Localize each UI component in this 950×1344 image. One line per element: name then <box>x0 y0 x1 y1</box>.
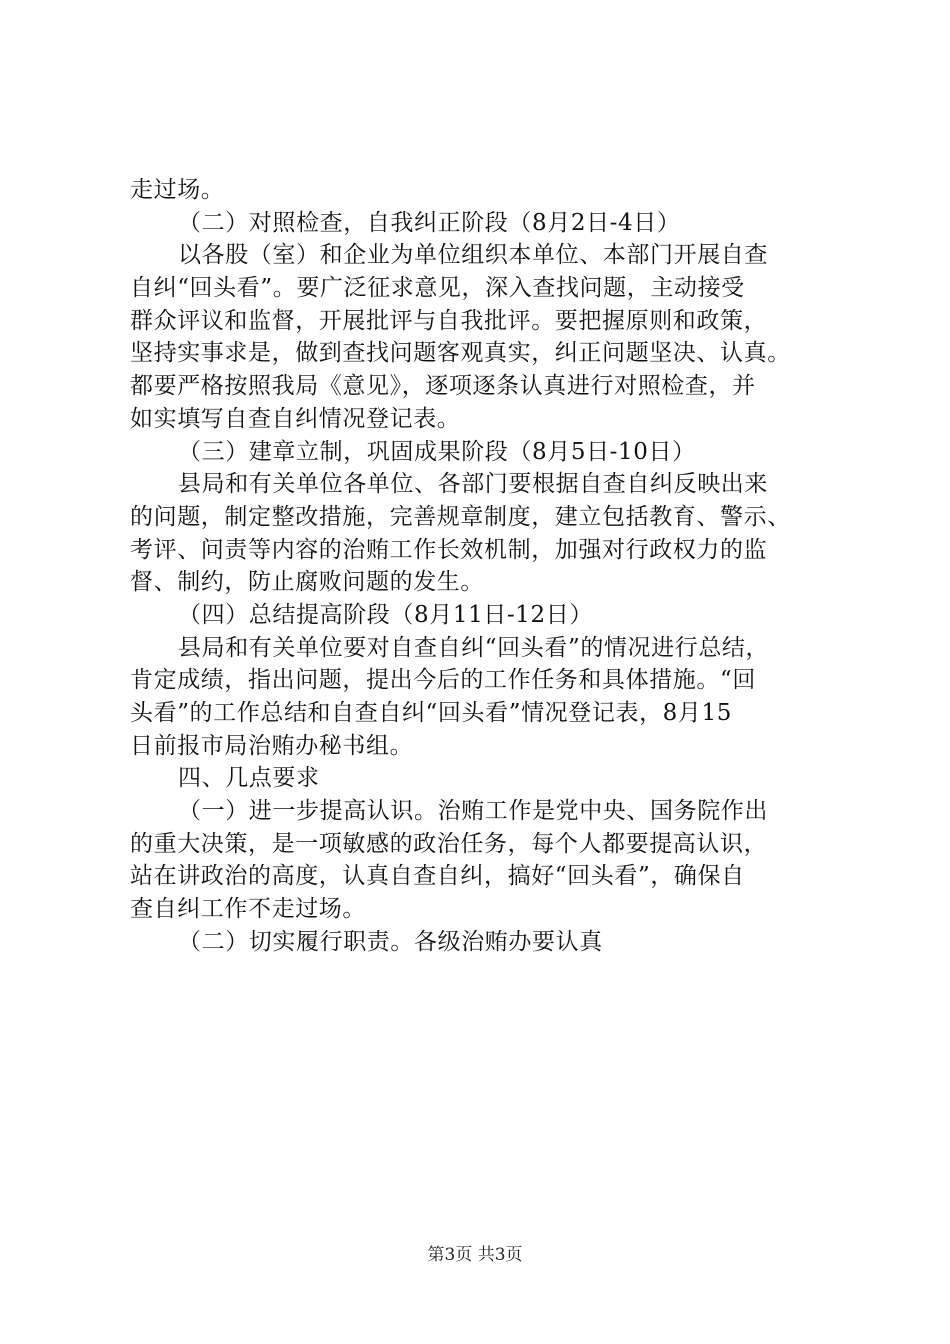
text-line: 群众评议和监督，开展批评与自我批评。要把握原则和政策， <box>130 307 768 334</box>
text-line: 县局和有关单位要对自查自纠“回头看”的情况进行总结， <box>178 634 770 661</box>
text-line: 如实填写自查自纠情况登记表。 <box>130 405 461 432</box>
text-line: 查自纠工作不走过场。 <box>130 896 366 923</box>
text-line: （一）进一步提高认识。治贿工作是党中央、国务院作出 <box>178 798 768 825</box>
text-line: 日前报市局治贿办秘书组。 <box>130 732 414 759</box>
document-body <box>130 174 835 959</box>
text-line: 走过场。 <box>130 177 225 203</box>
text-line: 站在讲政治的高度，认真自查自纠，搞好“回头看”，确保自 <box>130 863 745 890</box>
page-footer: 第3页 共3页 <box>427 1245 523 1265</box>
text-line: 的问题，制定整改措施，完善规章制度，建立包括教育、警示、 <box>130 503 791 530</box>
text-line: （三）建章立制，巩固成果阶段（8月5日-10日） <box>178 438 696 465</box>
text-line: 考评、问责等内容的治贿工作长效机制，加强对行政权力的监 <box>130 536 768 563</box>
text-line: 以各股（室）和企业为单位组织本单位、本部门开展自查 <box>178 242 768 269</box>
text-line: 头看”的工作总结和自查自纠“回头看”情况登记表，8月15 <box>130 700 732 726</box>
text-line: （二）对照检查，自我纠正阶段（8月2日-4日） <box>178 209 681 236</box>
text-line: 自纠“回头看”。要广泛征求意见，深入查找问题，主动接受 <box>130 275 745 302</box>
text-line: （二）切实履行职责。各级治贿办要认真 <box>178 928 603 955</box>
text-line: 县局和有关单位各单位、各部门要根据自查自纠反映出来 <box>178 471 768 498</box>
text-line: 都要严格按照我局《意见》，逐项逐条认真进行对照检查，并 <box>130 373 756 400</box>
text-line: 的重大决策，是一项敏感的政治任务，每个人都要提高认识， <box>130 830 768 857</box>
text-line: 四、几点要求 <box>178 765 320 792</box>
text-line: （四）总结提高阶段（8月11日-12日） <box>178 601 593 628</box>
text-line: 坚持实事求是，做到查找问题客观真实，纠正问题坚决、认真。 <box>130 340 791 367</box>
text-line: 肯定成绩，指出问题，提出今后的工作任务和具体措施。“回 <box>130 667 756 694</box>
text-line: 督、制约，防止腐败问题的发生。 <box>130 569 484 596</box>
